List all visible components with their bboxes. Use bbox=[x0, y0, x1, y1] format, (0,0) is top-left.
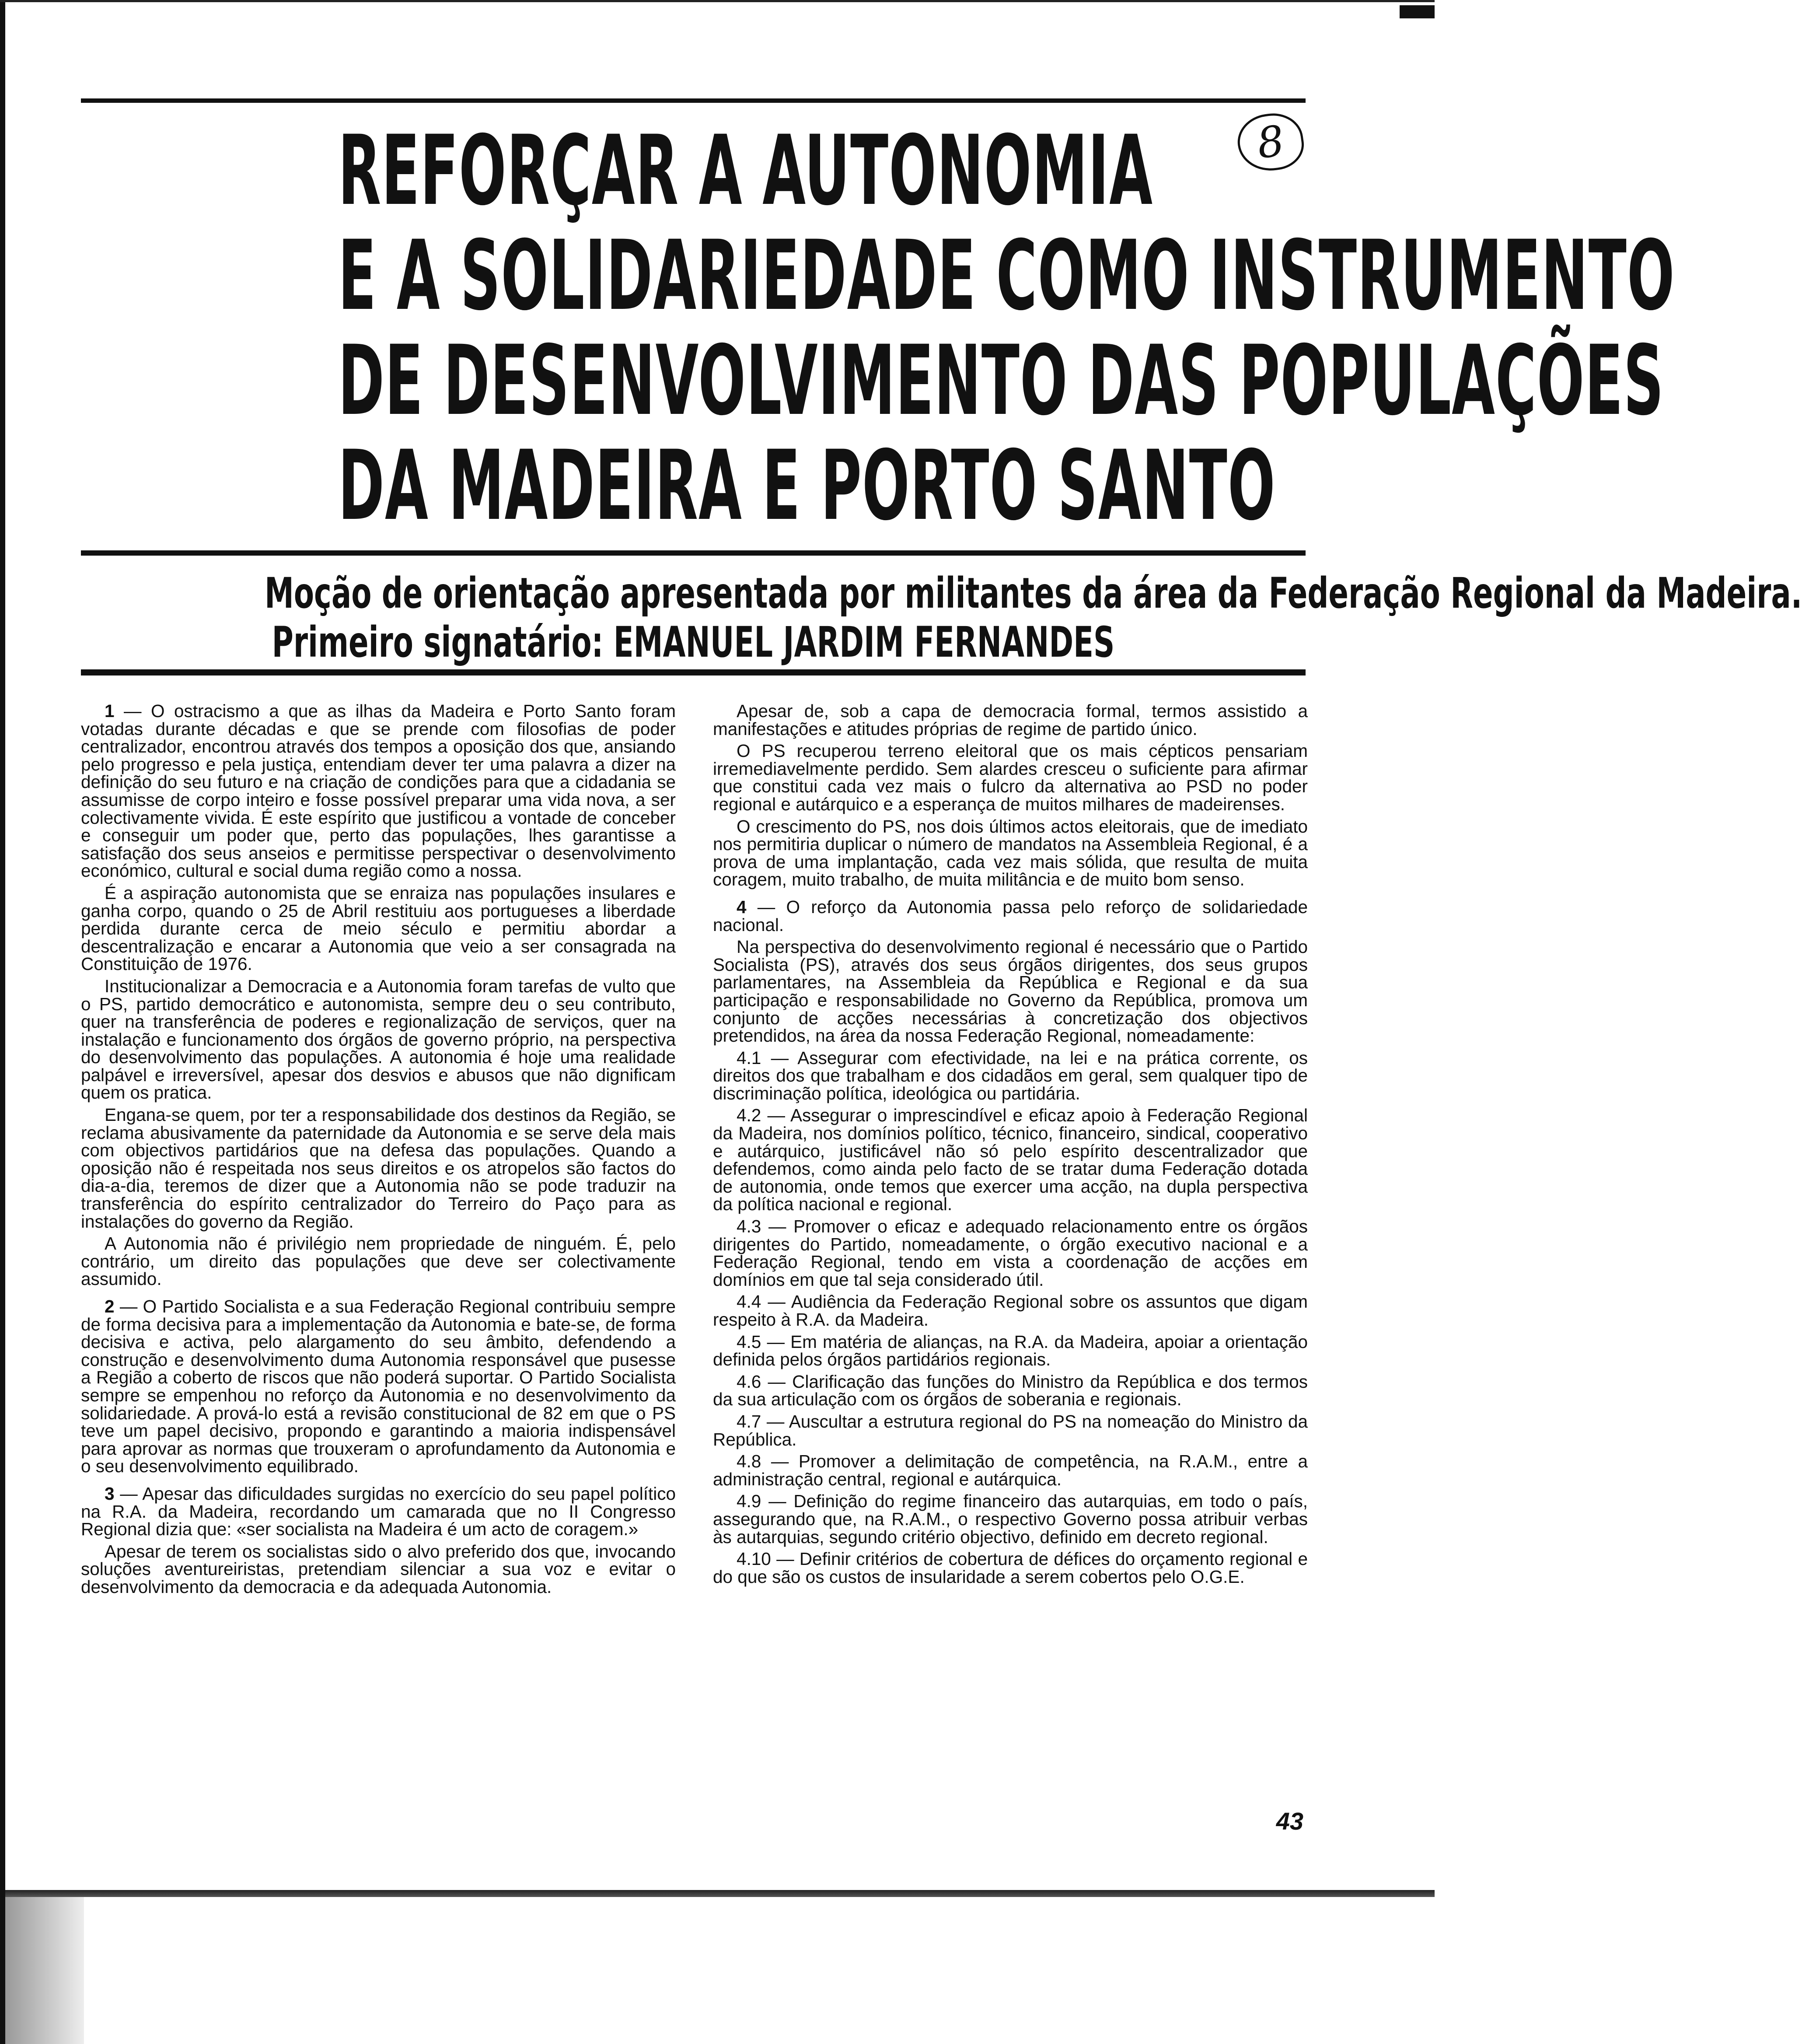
section-number: 3 bbox=[105, 1483, 115, 1504]
paragraph: 2 — O Partido Socialista e a sua Federação Regional contribuiu sempre de forma decisiva para a implementação da Autonomia e bate-se, de forma decisiva e activa, pelo alargamento do seu âmbito, defendendo a construção e desenvolvimento duma Autonomia responsável que pusesse a Região a coberto de riscos que não poderá suportar. O Partido Socialista sempre se empenhou no reforço da Autonomia e no desenvolvimento da solidariedade. A prová-lo está a revisão constitucional de 82 em que o PS teve um papel decisivo, propondo e garantindo a maioria indispensável para aprovar as normas que trouxeram o aprofundamento da Autonomia e o seu desenvolvimento equilibrado. bbox=[81, 1296, 676, 1477]
paragraph: Apesar de terem os socialistas sido o alvo preferido dos que, invocando soluções aventureiristas, pretendiam silenciar a sua voz e evitar o desenvolvimento da democracia e da adequada Autonomia. bbox=[81, 1541, 676, 1597]
article-subtitle bbox=[265, 569, 1802, 667]
section-number: 1 bbox=[105, 701, 115, 721]
section-number: 4 bbox=[737, 896, 747, 917]
title-line-2: E A SOLIDARIEDADE COMO INSTRUMENTO bbox=[338, 220, 1675, 332]
scan-corner-mark bbox=[1400, 5, 1435, 18]
list-item: 4.8 — Promover a delimitação de competência, na R.A.M., entre a administração central, regional e autárquica. bbox=[713, 1451, 1308, 1489]
list-item: 4.9 — Definição do regime financeiro das autarquias, em todo o país, assegurando que, na R.A.M., o respectivo Governo possa atribuir verbas às autarquias, segundo critério objectivo, definido em decreto regional. bbox=[713, 1491, 1308, 1547]
title-line-3: DE DESENVOLVIMENTO DAS POPULAÇÕES bbox=[338, 325, 1664, 437]
list-item: 4.2 — Assegurar o imprescindível e eficaz apoio à Federação Regional da Madeira, nos domínios político, técnico, financeiro, sindical, cooperativo e autárquico, justificável não só pelo espírito descentralizador que defendemos, como ainda pelo facto de se tratar duma Federação dotada de autonomia, onde temos que exercer uma acção, na dupla perspectiva da política nacional e regional. bbox=[713, 1105, 1308, 1214]
list-item: 4.6 — Clarificação das funções do Ministro da República e dos termos da sua articulação com os órgãos de soberania e regionais. bbox=[713, 1371, 1308, 1410]
title-line-4: DA MADEIRA E PORTO SANTO bbox=[338, 430, 1276, 542]
paragraph: Apesar de, sob a capa de democracia formal, termos assistido a manifestações e atitudes próprias de regime de partido único. bbox=[713, 701, 1308, 739]
scan-bottom-shadow bbox=[5, 1897, 84, 2044]
scan-left-edge bbox=[0, 0, 5, 2044]
handwritten-page-mark: 8 bbox=[1234, 109, 1307, 175]
paragraph: Engana-se quem, por ter a responsabilidade dos destinos da Região, se reclama abusivamente da paternidade da Autonomia e se serve dela mais com objectivos partidários que na defesa das populações. Quando a oposição não é respeitada nos seus direitos e os atropelos são factos do dia-a-dia, teremos de dizer que a Autonomia não se pode traduzir na transferência do espírito centralizador do Terreiro do Paço para as instalações do governo da Região. bbox=[81, 1105, 676, 1232]
paragraph: 1 — O ostracismo a que as ilhas da Madeira e Porto Santo foram votadas durante décadas e que se prende com filosofias de poder centralizador, encontrou através dos tempos a oposição dos que, ansiando pelo progresso e pela justiça, entendiam dever ter uma palavra a dizer na definição do seu futuro e na criação de condições para que a cidadania se assumisse de corpo inteiro e fosse possível preparar uma vida nova, a ser colectivamente vivida. É este espírito que justificou a vontade de conceber e conseguir um poder que, perto das populações, lhes garantisse a satisfação dos seus anseios e permitisse perspectivar o desenvolvimento económico, cultural e social duma região como a nossa. bbox=[81, 701, 676, 881]
subtitle-line-2: Primeiro signatário: EMANUEL JARDIM FERNANDES bbox=[272, 618, 1115, 667]
list-item: 4.5 — Em matéria de alianças, na R.A. da Madeira, apoiar a orientação definida pelos órgãos partidários regionais. bbox=[713, 1331, 1308, 1370]
left-column bbox=[81, 702, 676, 1778]
paragraph: Na perspectiva do desenvolvimento regional é necessário que o Partido Socialista (PS), através dos seus órgãos dirigentes, dos seus grupos parlamentares, na Assembleia da República e Regional e da sua participação e responsabilidade no Governo da República, promova um conjunto de acções necessárias à concretização dos objectivos pretendidos, na área da nossa Federação Regional, nomeadamente: bbox=[713, 937, 1308, 1046]
article-body bbox=[81, 702, 1308, 1778]
top-rule bbox=[81, 98, 1306, 103]
list-item: 4.1 — Assegurar com efectividade, na lei e na prática corrente, os direitos dos que trabalham e dos cidadãos em geral, sem qualquer tipo de discriminação política, ideológica ou partidária. bbox=[713, 1047, 1308, 1103]
section-number: 2 bbox=[105, 1296, 115, 1316]
list-item: 4.4 — Audiência da Federação Regional sobre os assuntos que digam respeito à R.A. da Madeira. bbox=[713, 1292, 1308, 1330]
list-item: 4.3 — Promover o eficaz e adequado relacionamento entre os órgãos dirigentes do Partido, nomeadamente, o órgão executivo nacional e a Federação Regional, tendo em vista a coordenação de acções em domínios em que tal seja considerado útil. bbox=[713, 1216, 1308, 1290]
paragraph: 3 — Apesar das dificuldades surgidas no exercício do seu papel político na R.A. da Madeira, recordando um camarada que no II Congresso Regional dizia que: «ser socialista na Madeira é um acto de coragem.» bbox=[81, 1483, 676, 1540]
paragraph: O crescimento do PS, nos dois últimos actos eleitorais, que de imediato nos permitiria duplicar o número de mandatos na Assembleia Regional, é a prova de uma implantação, cada vez mais sólida, que resulta de muita coragem, muito trabalho, de muita militância e de muito bom senso. bbox=[713, 816, 1308, 890]
scan-top-edge bbox=[0, 0, 1435, 2]
paragraph: 4 — O reforço da Autonomia passa pelo reforço de solidariedade nacional. bbox=[713, 896, 1308, 935]
list-item: 4.7 — Auscultar a estrutura regional do PS na nomeação do Ministro da República. bbox=[713, 1411, 1308, 1449]
subtitle-rule bbox=[81, 669, 1306, 676]
paragraph: Institucionalizar a Democracia e a Autonomia foram tarefas de vulto que o PS, partido democrático e autonomista, sempre deu o seu contributo, quer na transferência de poderes e regionalização de serviços, quer na instalação e funcionamento dos órgãos de governo próprio, na perspectiva do desenvolvimento das populações. A autonomia é hoje uma realidade palpável e irreversível, apesar dos desvios e abusos que não dignificam quem os pratica. bbox=[81, 976, 676, 1103]
paragraph: É a aspiração autonomista que se enraiza nas populações insulares e ganha corpo, quando o 25 de Abril restituiu aos portugueses a liberdade perdida durante cerca de meio século e permitiu abordar a descentralização e encarar a Autonomia que veio a ser consagrada na Constituição de 1976. bbox=[81, 882, 676, 974]
subtitle-line-1: Moção de orientação apresentada por militantes da área da Federação Regional da Madeira. bbox=[265, 569, 1802, 618]
list-item: 4.10 — Definir critérios de cobertura de défices do orçamento regional e do que são os custos de insularidade a serem cobertos pelo O.G.E. bbox=[713, 1549, 1308, 1587]
article-title bbox=[338, 115, 1675, 542]
paragraph: A Autonomia não é privilégio nem propriedade de ninguém. É, pelo contrário, um direito das populações que deve ser colectivamente assumido. bbox=[81, 1233, 676, 1289]
title-line-1: REFORÇAR A AUTONOMIA bbox=[338, 115, 1153, 227]
page-number: 43 bbox=[1276, 1807, 1303, 1835]
bottom-rule bbox=[5, 1890, 1435, 1897]
paragraph: O PS recuperou terreno eleitoral que os mais cépticos pensariam irremediavelmente perdido. Sem alardes cresceu o suficiente para afirmar que constitui cada vez mais o fulcro da alternativa ao PSD no poder regional e autárquico e a esperança de muitos milhares de madeirenses. bbox=[713, 741, 1308, 814]
title-rule bbox=[81, 550, 1306, 556]
right-column bbox=[713, 702, 1308, 1778]
